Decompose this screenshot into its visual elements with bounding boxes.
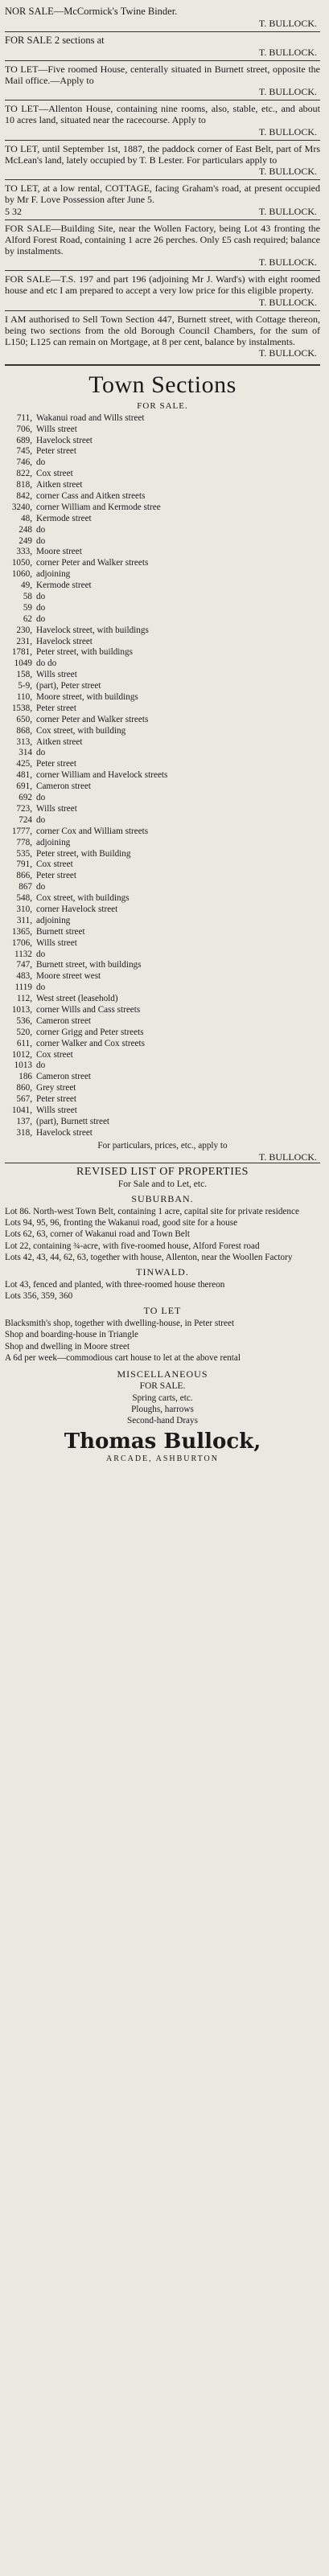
property-item: Lot 86. North-west Town Belt, containing 1 acre, capital site for private residence [5, 1207, 299, 1217]
section-row [5, 781, 320, 793]
section-location: Havelock street [36, 636, 93, 646]
section-number: 818, [16, 480, 32, 490]
section-number: 745, [16, 446, 32, 457]
ad-text: FOR SALE—T.S. 197 and part 196 (adjoining Mr J. Ward's) with eight roomed house and etc I am prepared to accept a very low price for this eligible property. [5, 273, 320, 297]
section-number: 706, [16, 424, 32, 434]
section-number: 1777, [11, 826, 32, 836]
section-row [5, 1060, 320, 1072]
section-location: do [36, 1060, 46, 1071]
section-number: 691, [16, 781, 32, 792]
section-row [5, 658, 320, 670]
section-number: 536, [16, 1015, 32, 1026]
section-number: 3240, [11, 502, 32, 512]
section-location: do [36, 814, 46, 825]
section-number: 1049 [14, 658, 32, 669]
section-number: 692 [19, 793, 32, 803]
section-row [5, 536, 320, 548]
section-row [5, 1039, 320, 1050]
section-location: Peter street [36, 703, 77, 713]
section-location: corner Grigg and Peter streets [36, 1027, 144, 1037]
section-row [5, 1016, 320, 1028]
section-number: 310, [16, 904, 32, 914]
section-number: 318, [16, 1127, 32, 1138]
town-sections-list [5, 413, 320, 1139]
ad-signature: T. BULLOCK. [258, 205, 317, 217]
section-location: Moore street, with buildings [36, 692, 138, 703]
newspaper-column [5, 3, 320, 1463]
section-row [5, 715, 320, 726]
section-row [5, 859, 320, 871]
property-item: Shop and dwelling in Moore street [5, 1341, 130, 1352]
section-location: do [36, 524, 46, 535]
ad-allenton-house [5, 100, 320, 139]
section-number: 49, [21, 580, 32, 591]
section-row [5, 904, 320, 916]
ad-text: NOR SALE—McCormick's Twine Binder. [5, 6, 178, 17]
section-location: Havelock street, with buildings [36, 625, 149, 635]
property-item: Shop and boarding-house in Triangle [5, 1330, 138, 1340]
section-location: Wills street [36, 937, 77, 948]
section-location: Wills street [36, 424, 77, 434]
section-row [5, 1050, 320, 1061]
section-number: 5-9, [18, 681, 32, 691]
property-item: Lot 22, containing ¾-acre, with five-roomed house, Alford Forest road [5, 1241, 260, 1251]
misc-heading: MISCELLANEOUS [117, 1368, 208, 1380]
ad-signature: T. BULLOCK. [258, 256, 317, 269]
section-location: corner Peter and Walker streets [36, 558, 149, 568]
section-row [5, 446, 320, 457]
section-number: 112, [16, 994, 32, 1004]
section-location: Havelock street [36, 1127, 93, 1138]
section-location: Aitken street [36, 736, 83, 747]
section-location: Cameron street [36, 781, 92, 792]
section-number: 311, [16, 915, 32, 925]
section-number: 1050, [11, 558, 32, 568]
section-number: 860, [16, 1083, 32, 1093]
section-location: Cameron street [36, 1015, 92, 1026]
ad-section-447 [5, 311, 320, 362]
section-location: corner Wills and Cass streets [36, 1004, 141, 1015]
section-location: Wills street [36, 803, 77, 814]
section-number: 1012, [11, 1049, 32, 1060]
section-row [5, 1028, 320, 1039]
town-sections-footer: For particulars, prices, etc., apply to [97, 1140, 228, 1151]
section-location: Cox street [36, 469, 73, 479]
section-row [5, 1105, 320, 1117]
section-row [5, 893, 320, 904]
section-row [5, 1005, 320, 1016]
section-location: Havelock street [36, 435, 93, 445]
section-location: corner William and Havelock streets [36, 770, 168, 781]
section-location: Peter street [36, 871, 77, 881]
ad-text: I AM authorised to Sell Town Section 447, Burnett street, with Cottage thereon, being two sections from the old Borough Council Chambers, for the sum of L150; L125 can remain on Mortgage, at 8 per cent, balance by instalments. [5, 313, 320, 348]
section-location: adjoining [36, 915, 71, 925]
ad-signature: T. BULLOCK. [258, 166, 317, 178]
town-sections-subtitle: FOR SALE. [137, 400, 188, 411]
section-location: (part), Burnett street [36, 1116, 110, 1126]
section-location: corner Havelock street [36, 904, 118, 914]
section-number: 520, [16, 1027, 32, 1037]
section-number: 535, [16, 848, 32, 859]
section-location: adjoining [36, 569, 71, 580]
brand-name: Thomas Bullock, [64, 1429, 261, 1454]
section-row [5, 838, 320, 849]
section-number: 481, [16, 770, 32, 781]
section-location: corner William and Kermode stree [36, 502, 161, 512]
section-location: do [36, 748, 46, 758]
section-location: Peter street, with buildings [36, 647, 133, 658]
section-location: Wills street [36, 1105, 77, 1115]
ad-signature: T. BULLOCK. [258, 125, 317, 137]
tolet-list [5, 1318, 320, 1363]
section-location: do [36, 793, 46, 803]
section-row [5, 547, 320, 558]
property-item: Lots 356, 359, 360 [5, 1291, 73, 1302]
suburban-heading: SUBURBAN. [131, 1193, 194, 1205]
section-number: 314 [19, 748, 32, 758]
section-location: corner Walker and Cox streets [36, 1038, 145, 1048]
section-row [5, 927, 320, 938]
section-row [5, 726, 320, 737]
section-row [5, 469, 320, 480]
section-location: Kermode street [36, 580, 92, 591]
properties-title: REVISED LIST OF PROPERTIES [76, 1166, 249, 1179]
section-location: (part), Peter street [36, 681, 101, 691]
section-row [5, 1128, 320, 1139]
ad-signature: T. BULLOCK. [258, 46, 317, 58]
section-number: 333, [16, 547, 32, 557]
property-item: Blacksmith's shop, together with dwelling-house, in Peter street [5, 1319, 235, 1329]
section-location: Peter street [36, 759, 77, 769]
section-number: 110, [16, 692, 32, 703]
section-row [5, 603, 320, 614]
section-location: Grey street [36, 1083, 76, 1093]
ad-signature: T. BULLOCK. [258, 296, 317, 308]
section-row [5, 938, 320, 950]
ad-text: TO LET—Five roomed House, centerally situated in Burnett street, opposite the Mail office.—Apply to [5, 63, 320, 86]
property-item: Lots 94, 95, 96, fronting the Wakanui road, good site for a house [5, 1218, 238, 1229]
section-location: adjoining [36, 837, 71, 847]
section-row [5, 737, 320, 749]
section-location: Peter street [36, 1094, 77, 1105]
section-row [5, 793, 320, 804]
section-number: 724 [19, 814, 32, 825]
section-number: 230, [16, 625, 32, 635]
section-location: corner Cass and Aitken streets [36, 491, 146, 501]
section-number: 186 [19, 1072, 32, 1082]
section-row [5, 748, 320, 759]
section-location: Cox street, with buildings [36, 893, 130, 904]
properties-block [5, 1163, 320, 1463]
section-location: Kermode street [36, 513, 92, 523]
tinwald-heading: TINWALD. [136, 1265, 189, 1278]
property-item: Lots 62, 63, corner of Wakanui road and Town Belt [5, 1229, 190, 1240]
section-number: 1119 [14, 982, 32, 993]
brand-address: ARCADE, ASHBURTON [106, 1454, 219, 1463]
section-location: do [36, 602, 46, 613]
section-number: 1132 [14, 949, 32, 959]
section-number: 791, [16, 859, 32, 870]
section-number: 1365, [11, 926, 32, 937]
section-row [5, 1094, 320, 1105]
section-row [5, 647, 320, 658]
section-location: Cox street [36, 859, 73, 870]
section-number: 548, [16, 893, 32, 904]
section-number: 1781, [11, 647, 32, 658]
town-sections-block [5, 371, 320, 1163]
section-row [5, 871, 320, 882]
section-number: 248 [19, 524, 32, 535]
section-number: 249 [19, 535, 32, 546]
section-number: 822, [16, 469, 32, 479]
section-location: do do [36, 658, 57, 669]
section-row [5, 502, 320, 514]
ad-burnett-house [5, 61, 320, 100]
section-number: 723, [16, 803, 32, 814]
section-row [5, 994, 320, 1005]
ad-sections-sale [5, 32, 320, 60]
properties-subtitle: For Sale and to Let, etc. [117, 1179, 208, 1189]
section-location: Moore street [36, 547, 82, 557]
section-location: Wakanui road and Wills street [36, 412, 145, 423]
ad-signature: T. BULLOCK. [258, 347, 317, 359]
section-location: Cox street, with building [36, 725, 126, 736]
town-sections-title: Town Sections [88, 371, 236, 399]
section-number: 866, [16, 871, 32, 881]
section-row [5, 457, 320, 469]
section-number: 1013, [11, 1004, 32, 1015]
ad-building-site [5, 220, 320, 271]
ad-signature: T. BULLOCK. [258, 86, 317, 98]
section-number: 59 [23, 602, 32, 613]
section-location: Burnett street, with buildings [36, 960, 142, 970]
section-row [5, 1072, 320, 1083]
section-location: do [36, 535, 46, 546]
section-number: 48, [21, 513, 32, 523]
section-row [5, 514, 320, 525]
section-row [5, 770, 320, 781]
section-row [5, 827, 320, 838]
section-row [5, 849, 320, 860]
section-row [5, 804, 320, 815]
section-location: do [36, 592, 46, 602]
section-number: 231, [16, 636, 32, 646]
section-row [5, 1117, 320, 1128]
section-number: 778, [16, 837, 32, 847]
section-row [5, 580, 320, 592]
section-location: Moore street west [36, 971, 101, 982]
section-number: 567, [16, 1094, 32, 1105]
property-item: Lots 42, 43, 44, 62, 63, together with house, Allenton, near the Woollen Factory [5, 1252, 293, 1262]
tinwald-list [5, 1279, 320, 1302]
section-row [5, 614, 320, 626]
ad-ts197 [5, 271, 320, 310]
ad-twine-binder [5, 3, 320, 31]
section-row [5, 425, 320, 436]
section-number: 746, [16, 457, 32, 468]
section-number: 137, [16, 1116, 32, 1126]
section-row [5, 569, 320, 580]
section-row [5, 558, 320, 569]
section-row [5, 637, 320, 648]
section-row [5, 525, 320, 536]
section-location: corner Cox and William streets [36, 826, 149, 836]
section-number: 58 [23, 592, 32, 602]
section-row [5, 491, 320, 502]
ad-text: TO LET, until September 1st, 1887, the paddock corner of East Belt, part of Mrs McLean's land, lately occupied by T. B Lester. For particulars apply to [5, 142, 320, 166]
section-location: Wills street [36, 670, 77, 680]
section-location: Aitken street [36, 480, 83, 490]
section-row [5, 815, 320, 827]
section-number: 868, [16, 725, 32, 736]
section-row [5, 626, 320, 637]
ad-date: 5 32 [5, 205, 22, 217]
section-location: West street (leasehold) [36, 994, 118, 1004]
section-location: do [36, 882, 46, 892]
ad-text: FOR SALE—Building Site, near the Wollen Factory, being Lot 43 fronting the Alford Forest Road, containing 1 acre 26 perches. Only £5 cash required; balance by instalments. [5, 222, 320, 256]
ad-text: FOR SALE 2 sections at [5, 34, 105, 46]
section-number: 711, [16, 412, 32, 423]
ad-signature: T. BULLOCK. [258, 17, 317, 29]
section-location: Cameron street [36, 1072, 92, 1082]
section-location: do [36, 613, 46, 624]
section-number: 1706, [11, 937, 32, 948]
section-row [5, 413, 320, 425]
section-location: Burnett street [36, 926, 85, 937]
property-item: Spring carts, etc. [132, 1393, 193, 1403]
section-row [5, 480, 320, 491]
section-row [5, 1083, 320, 1094]
section-row [5, 692, 320, 703]
section-row [5, 759, 320, 770]
section-location: Peter street [36, 446, 77, 457]
section-number: 1060, [11, 569, 32, 580]
section-location: Cox street [36, 1049, 73, 1060]
section-row [5, 882, 320, 893]
section-number: 158, [16, 670, 32, 680]
section-number: 425, [16, 759, 32, 769]
section-location: do [36, 949, 46, 959]
section-location: do [36, 982, 46, 993]
ad-cottage [5, 180, 320, 219]
section-location: do [36, 457, 46, 468]
divider [5, 364, 320, 366]
section-number: 313, [16, 736, 32, 747]
tolet-heading: TO LET [143, 1305, 182, 1317]
section-row [5, 916, 320, 927]
section-row [5, 950, 320, 961]
section-number: 842, [16, 491, 32, 501]
ad-text: TO LET, at a low rental, COTTAGE, facing Graham's road, at present occupied by Mr F. Love Possession after June 5. [5, 183, 320, 206]
ad-text: TO LET—Allenton House, containing nine rooms, also, stable, etc., and about 10 acres land, situated near the racecourse. Apply to [5, 103, 320, 126]
section-row [5, 703, 320, 715]
ad-paddock [5, 141, 320, 179]
section-number: 1013 [14, 1060, 32, 1071]
section-row [5, 960, 320, 971]
property-item: Lot 43, fenced and planted, with three-roomed house thereon [5, 1279, 225, 1290]
section-row [5, 681, 320, 692]
section-location: Peter street, with Building [36, 848, 131, 859]
property-item: A 6d per week—commodious cart house to let at the above rental [5, 1352, 241, 1363]
section-row [5, 670, 320, 681]
section-row [5, 971, 320, 982]
section-number: 867 [19, 882, 32, 892]
town-sections-signature: T. BULLOCK. [258, 1151, 317, 1163]
section-number: 650, [16, 714, 32, 724]
property-item: Second-hand Drays [127, 1415, 198, 1425]
suburban-list [5, 1206, 320, 1263]
section-number: 1538, [11, 703, 32, 713]
section-number: 1041, [11, 1105, 32, 1115]
section-number: 483, [16, 971, 32, 982]
section-row [5, 592, 320, 603]
misc-list [5, 1393, 320, 1426]
property-item: Ploughs, harrows [131, 1404, 194, 1414]
section-location: corner Peter and Walker streets [36, 714, 149, 724]
misc-subheading: FOR SALE. [139, 1380, 186, 1391]
section-number: 689, [16, 435, 32, 445]
section-row [5, 436, 320, 447]
section-row [5, 982, 320, 994]
section-number: 62 [23, 613, 32, 624]
section-number: 747, [16, 960, 32, 970]
section-number: 611, [16, 1038, 32, 1048]
